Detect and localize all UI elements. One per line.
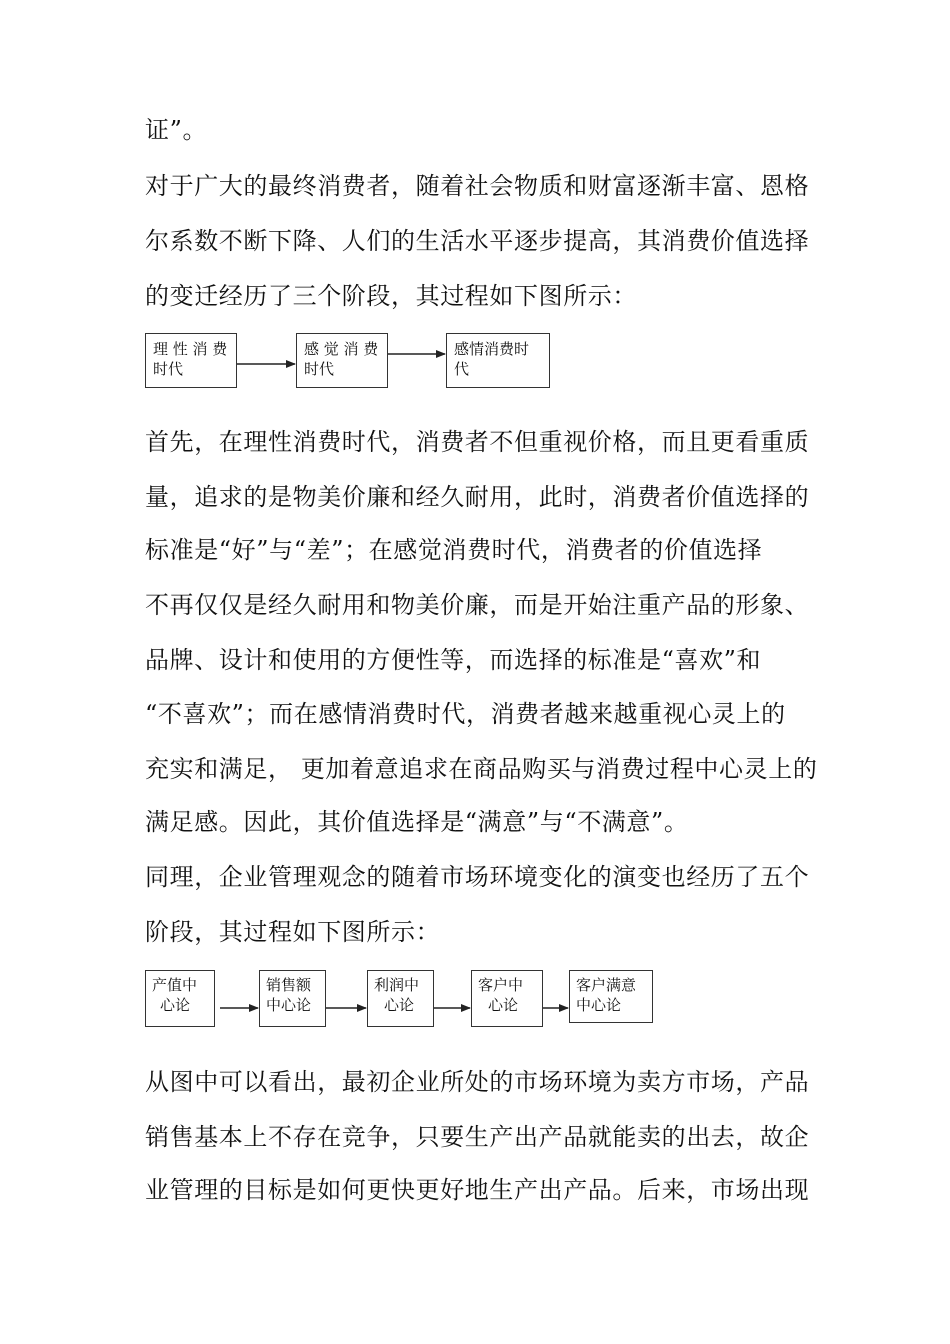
text-line: 尔系数不断下降、人们的生活水平逐步提高，其消费价值选择 bbox=[145, 227, 810, 255]
text-line: 证”。 bbox=[145, 116, 208, 144]
stage-label: 客户中 bbox=[478, 976, 524, 994]
stage-label: 时代 bbox=[153, 360, 184, 378]
text-line: 的变迁经历了三个阶段，其过程如下图所示： bbox=[145, 282, 637, 310]
stage-label: 心论 bbox=[488, 996, 519, 1014]
text-line: 量，追求的是物美价廉和经久耐用，此时，消费者价值选择的 bbox=[145, 483, 810, 511]
stage-label: 客户满意 bbox=[576, 976, 637, 994]
stage-label: 中心论 bbox=[576, 996, 622, 1014]
stage-label: 代 bbox=[454, 360, 470, 378]
text-line: “不喜欢”；而在感情消费时代，消费者越来越重视心灵上的 bbox=[145, 700, 786, 728]
text-line: 阶段，其过程如下图所示： bbox=[145, 918, 441, 946]
text-line: 同理，企业管理观念的随着市场环境变化的演变也经历了五个 bbox=[145, 863, 810, 891]
stage-label: 感 觉 消 费 bbox=[304, 340, 379, 358]
text-line: 业管理的目标是如何更快更好地生产出产品。后来，市场出现 bbox=[145, 1176, 810, 1204]
text-line: 不再仅仅是经久耐用和物美价廉，而是开始注重产品的形象、 bbox=[145, 591, 810, 619]
text-line: 充实和满足， 更加着意追求在商品购买与消费过程中心灵上的 bbox=[145, 755, 818, 783]
text-line: 首先，在理性消费时代，消费者不但重视价格，而且更看重质 bbox=[145, 428, 810, 456]
stage-label: 销售额 bbox=[266, 976, 312, 994]
stage-label: 利润中 bbox=[374, 976, 420, 994]
text-line: 品牌、设计和使用的方便性等，而选择的标准是“喜欢”和 bbox=[145, 646, 762, 674]
stage-label: 产值中 bbox=[152, 976, 198, 994]
stage-label: 中心论 bbox=[266, 996, 312, 1014]
text-line: 销售基本上不存在竞争，只要生产出产品就能卖的出去，故企 bbox=[145, 1123, 810, 1151]
stage-label: 心论 bbox=[384, 996, 415, 1014]
stage-label: 心论 bbox=[160, 996, 191, 1014]
text-line: 满足感。因此，其价值选择是“满意”与“不满意”。 bbox=[145, 808, 689, 836]
stage-label: 感情消费时 bbox=[454, 340, 530, 358]
stage-label: 时代 bbox=[304, 360, 335, 378]
stage-label: 理 性 消 费 bbox=[153, 340, 228, 358]
text-line: 对于广大的最终消费者，随着社会物质和财富逐渐丰富、恩格 bbox=[145, 172, 810, 200]
text-line: 标准是“好”与“差”；在感觉消费时代，消费者的价值选择 bbox=[145, 536, 763, 564]
text-line: 从图中可以看出，最初企业所处的市场环境为卖方市场，产品 bbox=[145, 1068, 810, 1096]
